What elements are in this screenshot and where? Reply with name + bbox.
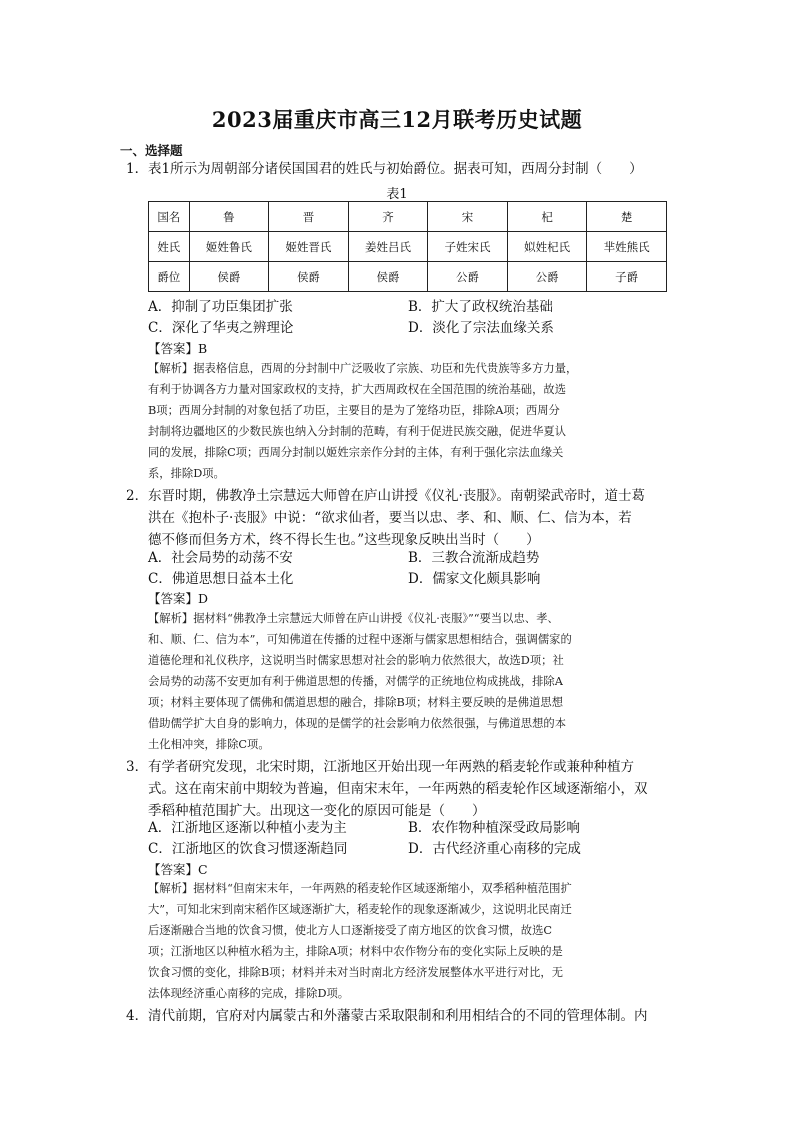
explanation-line: 法体现经济重心南移的完成，排除D项。: [148, 987, 350, 1000]
explanation-line: 项；材料主要体现了儒佛和儒道思想的融合，排除B项；材料主要反映的是佛道思想: [148, 696, 563, 709]
page-title: 2023届重庆市高三12月联考历史试题: [211, 107, 583, 132]
question-stem: 东晋时期，佛教净土宗慧远大师曾在庐山讲授《仪礼·丧服》。南朝梁武帝时，道士葛: [148, 488, 646, 504]
explanation-line: 大”，可知北宋到南宋稻作区域逐渐扩大，稻麦轮作的现象逐渐减少，这说明北民南迁: [148, 903, 572, 916]
explanation-line: 道德伦理和礼仪秩序，这说明当时儒家思想对社会的影响力依然很大，故选D项；社: [148, 654, 564, 667]
table-cell: 国名: [149, 202, 190, 232]
option-a: A．江浙地区逐渐以种植小麦为主: [148, 820, 347, 836]
explanation-line: 封制将边疆地区的少数民族也纳入分封制的范畴，有利于促进民族交融，促进华夏认: [148, 425, 566, 438]
explanation-line: 土化相冲突，排除C项。: [148, 738, 270, 751]
question-stem: 德不修而但务方术，终不得长生也。”这些现象反映出当时（ ）: [148, 532, 540, 548]
explanation-line: 后逐渐融合当地的饮食习惯，使北方人口逐渐接受了南方地区的饮食习惯，故选C: [148, 924, 553, 937]
question-number: 3．: [126, 759, 149, 775]
answer: 【答案】B: [148, 341, 208, 356]
explanation-line: 会局势的动荡不安更加有利于佛道思想的传播，对儒学的正统地位构成挑战，排除A: [148, 675, 563, 688]
answer: 【答案】D: [148, 591, 209, 606]
question-number: 4．: [126, 1008, 149, 1024]
explanation-line: 借助儒学扩大自身的影响力，体现的是儒学的社会影响力依然很强，与佛道思想的本: [148, 717, 566, 730]
question-stem: 有学者研究发现，北宋时期，江浙地区开始出现一年两熟的稻麦轮作或兼种种植方: [148, 759, 634, 775]
explanation-line: 和、顺、仁、信为本”，可知佛道在传播的过程中逐渐与儒家思想相结合，强调儒家的: [148, 633, 572, 646]
table-cell: 子爵: [587, 262, 667, 292]
option-a: A．社会局势的动荡不安: [148, 550, 293, 566]
table-cell: 姜姓吕氏: [348, 232, 428, 262]
explanation-line: 【解析】据表格信息，西周的分封制中广泛吸收了宗族、功臣和先代贵族等多方力量，: [148, 362, 578, 375]
question-number: 1．: [126, 161, 149, 177]
table-cell: 子姓宋氏: [428, 232, 508, 262]
answer: 【答案】C: [148, 862, 208, 877]
question-stem: 式。这在南宋前中期较为普遍，但南宋末年，一年两熟的稻麦轮作区域逐渐缩小，双: [148, 781, 648, 797]
option-b: B．农作物种植深受政局影响: [408, 820, 580, 836]
explanation-line: 项；江浙地区以种植水稻为主，排除A项；材料中农作物分布的变化实际上反映的是: [148, 945, 563, 958]
table-cell: 公爵: [428, 262, 508, 292]
explanation-line: 饮食习惯的变化，排除B项；材料并未对当时南北方经济发展整体水平进行对比，无: [148, 966, 563, 979]
question-stem: 洪在《抱朴子·丧服》中说：“欲求仙者，要当以忠、孝、和、顺、仁、信为本，若: [148, 510, 632, 526]
question-stem: 表1所示为周朝部分诸侯国国君的姓氏与初始爵位。据表可知，西周分封制（ ）: [148, 161, 643, 177]
table-cell: 侯爵: [269, 262, 349, 292]
section-heading: 一、选择题: [120, 143, 183, 158]
explanation-line: B项；西周分封制的对象包括了功臣，主要目的是为了笼络功臣，排除A项；西周分: [148, 404, 560, 417]
table-cell: 晋: [269, 202, 349, 232]
explanation-line: 有利于协调各方力量对国家政权的支持，扩大西周政权在全国范围的统治基础，故选: [148, 383, 566, 396]
table-cell: 楚: [587, 202, 667, 232]
option-c: C．深化了华夷之辨理论: [148, 320, 294, 336]
table-cell: 姓氏: [149, 232, 190, 262]
option-d: D．古代经济重心南移的完成: [408, 841, 581, 857]
table-row: [149, 202, 667, 232]
table-cell: 姒姓杞氏: [507, 232, 587, 262]
table-cell: 姬姓鲁氏: [189, 232, 269, 262]
table-cell: 宋: [428, 202, 508, 232]
explanation-line: 【解析】据材料“佛教净土宗慧远大师曾在庐山讲授《仪礼·丧服》”“要当以忠、孝、: [148, 612, 559, 625]
table-row: [149, 262, 667, 292]
question-stem: 清代前期，官府对内属蒙古和外藩蒙古采取限制和利用相结合的不同的管理体制。内: [148, 1008, 648, 1024]
table-cell: 芈姓熊氏: [587, 232, 667, 262]
option-b: B．扩大了政权统治基础: [408, 299, 553, 315]
option-d: D．淡化了宗法血缘关系: [408, 320, 554, 336]
table-cell: 爵位: [149, 262, 190, 292]
table-caption: 表1: [386, 187, 408, 202]
explanation-line: 系，排除D项。: [148, 467, 225, 480]
option-d: D．儒家文化颇具影响: [408, 571, 541, 587]
option-a: A．抑制了功臣集团扩张: [148, 299, 293, 315]
question-number: 2．: [126, 488, 149, 504]
history-table: [148, 201, 667, 292]
table-cell: 侯爵: [189, 262, 269, 292]
explanation-line: 【解析】据材料“但南宋末年，一年两熟的稻麦轮作区域逐渐缩小，双季稻种植范围扩: [148, 882, 572, 895]
table-cell: 齐: [348, 202, 428, 232]
table-cell: 鲁: [189, 202, 269, 232]
question-stem: 季稻种植范围扩大。出现这一变化的原因可能是（ ）: [148, 803, 486, 819]
table-cell: 杞: [507, 202, 587, 232]
table-cell: 公爵: [507, 262, 587, 292]
explanation-line: 同的发展，排除C项；西周分封制以姬姓宗亲作分封的主体，有利于强化宗法血缘关: [148, 446, 564, 459]
option-c: C．佛道思想日益本土化: [148, 571, 294, 587]
option-b: B．三教合流渐成趋势: [408, 550, 540, 566]
option-c: C．江浙地区的饮食习惯逐渐趋同: [148, 841, 348, 857]
table-row: [149, 232, 667, 262]
table-cell: 侯爵: [348, 262, 428, 292]
table-cell: 姬姓晋氏: [269, 232, 349, 262]
